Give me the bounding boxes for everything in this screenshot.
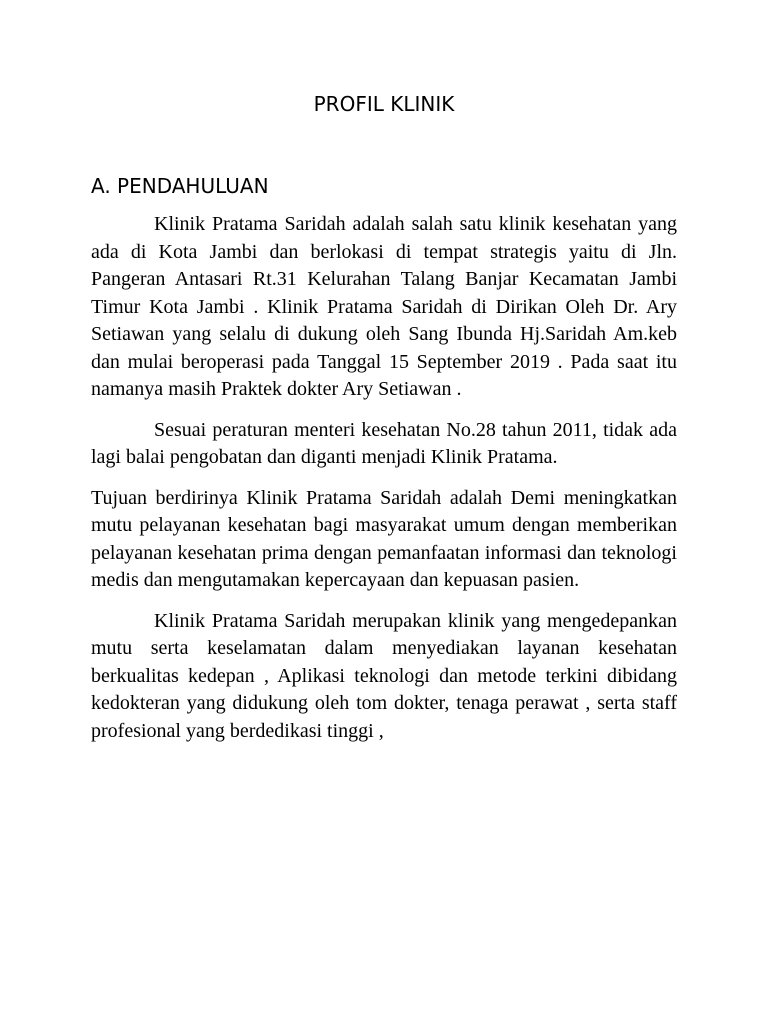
document-body <box>91 211 677 758</box>
document-title: PROFIL KLINIK <box>313 92 455 116</box>
paragraph-commitment: Klinik Pratama Saridah merupakan klinik yang mengedepankan mutu serta keselamatan dalam menyediakan layanan kesehatan berkualitas kedepan , Aplikasi teknologi dan metode terkini dibidang kedokteran yang didukung oleh tom dokter, tenaga perawat , serta staff profesional yang berdedikasi tinggi , <box>91 609 677 742</box>
paragraph-regulation: Sesuai peraturan menteri kesehatan No.28 tahun 2011, tidak ada lagi balai pengobatan dan diganti menjadi Klinik Pratama. <box>91 418 677 468</box>
section-heading: A. PENDAHULUAN <box>91 174 269 198</box>
paragraph-intro: Klinik Pratama Saridah adalah salah satu klinik kesehatan yang ada di Kota Jambi dan berlokasi di tempat strategis yaitu di Jln. Pangeran Antasari Rt.31 Kelurahan Talang Banjar Kecamatan Jambi Timur Kota Jambi . Klinik Pratama Saridah di Dirikan Oleh Dr. Ary Setiawan yang selalu di dukung oleh Sang Ibunda Hj.Saridah Am.keb dan mulai beroperasi pada Tanggal 15 September 2019 . Pada saat itu namanya masih Praktek dokter Ary Setiawan . <box>91 213 677 400</box>
paragraph-purpose: Tujuan berdirinya Klinik Pratama Saridah adalah Demi meningkatkan mutu pelayanan kesehatan bagi masyarakat umum dengan memberikan pelayanan kesehatan prima dengan pemanfaatan informasi dan teknologi medis dan mengutamakan kepercayaan dan kepuasan pasien. <box>91 486 677 591</box>
